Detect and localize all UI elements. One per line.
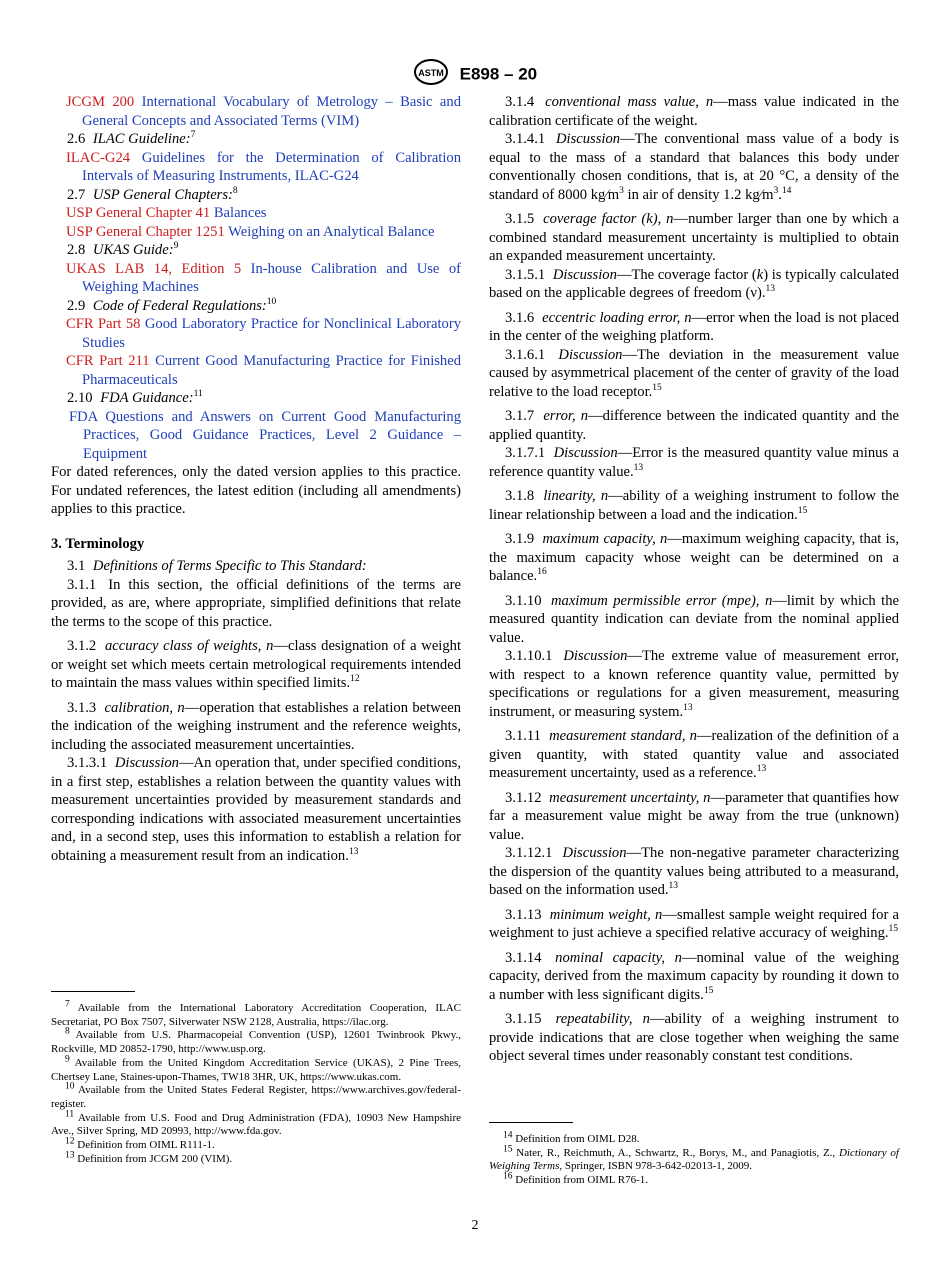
section-3-1-13: 3.1.13 minimum weight, n—smallest sample weight required for a weighment to just achieve a specified relative accuracy of weighing.$^{15}$ bbox=[489, 906, 899, 941]
section-3-1-10-1: 3.1.10.1 Discussion—The extreme value of measurement error, with respect to a known reference quantity value, permitted by specifications or regulations for a given measurement, measuring instrument, or measuring system.$^{13}$ bbox=[489, 648, 899, 720]
section-2-7: 2.7 USP General Chapters:$^8$ bbox=[67, 185, 238, 203]
section-3-1-1: 3.1.1 In this section, the official definitions of the terms are provided, as are, where appropriate, simplified definitions that relate the terms to the scope of this practice. bbox=[51, 576, 461, 630]
footnote-11: $^{11}$ Available from U.S. Food and Drug Administration (FDA), 10903 New Hampshire Ave., Silver Spring, MD 20993, http://www.fda.gov. bbox=[51, 1108, 461, 1138]
reference-usp-41: USP General Chapter 41 Balances bbox=[66, 205, 267, 221]
footnote-divider bbox=[489, 1122, 573, 1123]
right-column bbox=[489, 93, 899, 1066]
section-3-1-2: 3.1.2 accuracy class of weights, n—class designation of a weight or weight set which meets certain metrological requirements intended to maintain the mass values within specified limits.$^{12}$ bbox=[51, 638, 461, 691]
footnotes-left bbox=[51, 999, 461, 1166]
reference-jcgm-200: JCGM 200 International Vocabulary of Metrology – Basic and General Concepts and Associated Terms (VIM) bbox=[66, 94, 461, 129]
footnotes-right bbox=[489, 1130, 899, 1188]
section-2-8: 2.8 UKAS Guide:$^9$ bbox=[67, 241, 179, 258]
section-2-10: 2.10 FDA Guidance:$^{11}$ bbox=[67, 389, 203, 406]
section-3-1-11: 3.1.11 measurement standard, n—realization of the definition of a given quantity, with stated quantity value and associated measurement uncertainty, used as a reference.$^{13}$ bbox=[489, 728, 900, 781]
section-3-1-12-1: 3.1.12.1 Discussion—The non-negative parameter characterizing the dispersion of the quantity values being attributed to a measurand, based on the information used.$^{13}$ bbox=[489, 845, 899, 898]
reference-cfr-211: CFR Part 211 Current Good Manufacturing Practice for Finished Pharmaceuticals bbox=[66, 353, 461, 388]
section-3-1-7: 3.1.7 error, n—difference between the indicated quantity and the applied quantity. bbox=[489, 408, 899, 443]
section-3-1-5: 3.1.5 coverage factor (k), n—number larger than one by which a combined standard measurement uncertainty is multiplied to obtain an expanded measurement uncertainty. bbox=[489, 211, 899, 264]
dated-references-note: For dated references, only the dated version applies to this practice. For undated references, the latest edition (including all amendments) applies to this practice. bbox=[51, 464, 461, 517]
section-3-1-10: 3.1.10 maximum permissible error (mpe), n—limit by which the measured quantity indication can deviate from the nominal applied value. bbox=[489, 592, 899, 646]
page-header bbox=[0, 58, 950, 91]
svg-text:ASTM: ASTM bbox=[418, 68, 444, 78]
section-3-1-7-1: 3.1.7.1 Discussion—Error is the measured quantity value minus a reference quantity value.$^{13}$ bbox=[489, 445, 899, 480]
section-3-1-9: 3.1.9 maximum capacity, n—maximum weighing capacity, that is, the maximum capacity whose weight can be determined on a balance.$^{16}$ bbox=[489, 531, 899, 584]
section-3-1-4: 3.1.4 conventional mass value, n—mass value indicated in the calibration certificate of the weight. bbox=[489, 94, 899, 129]
section-2-6: 2.6 ILAC Guideline:$^7$ bbox=[67, 130, 196, 147]
section-3-1-12: 3.1.12 measurement uncertainty, n—parameter that quantifies how far a measurement value might be away from the true (unknown) value. bbox=[489, 789, 899, 843]
footnote-divider bbox=[51, 991, 135, 992]
reference-ukas-lab-14: UKAS LAB 14, Edition 5 In-house Calibration and Use of Weighing Machines bbox=[66, 260, 461, 295]
footnote-16: $^{16}$ Definition from OIML R76-1. bbox=[503, 1171, 649, 1187]
standard-designation: E898 – 20 bbox=[459, 64, 538, 84]
reference-fda-qa: FDA Questions and Answers on Current Good Manufacturing Practices, Good Guidance Practices, Level 2 Guidance – Equipment bbox=[69, 408, 461, 462]
section-3-1-3: 3.1.3 calibration, n—operation that establishes a relation between the indication of the weighing instrument and the reference weights, including the associated measurement uncertainties. bbox=[51, 699, 461, 753]
footnote-7: $^7$ Available from the International Laboratory Accreditation Cooperation, ILAC Secretariat, PO Box 7507, Silverwater NSW 2128, Australia, https://ilac.org. bbox=[51, 999, 461, 1028]
section-3-1-14: 3.1.14 nominal capacity, n—nominal value of the weighing capacity, derived from the maximum capacity by rounding it down to a number with less significant digits.$^{15}$ bbox=[489, 949, 899, 1003]
page-number: 2 bbox=[471, 1218, 479, 1233]
footnote-14: $^{14}$ Definition from OIML D28. bbox=[503, 1130, 640, 1145]
footnote-8: $^8$ Available from U.S. Pharmacopeial Convention (USP), 12601 Twinbrook Pkwy., Rockville, MD 20852-1790, http://www.usp.org. bbox=[51, 1026, 461, 1056]
reference-cfr-58: CFR Part 58 Good Laboratory Practice for Nonclinical Laboratory Studies bbox=[66, 316, 461, 351]
footnote-9: $^9$ Available from the United Kingdom Accreditation Service (UKAS), 2 Pine Trees, Chertsey Lane, Staines-upon-Thames, TW18 3HR, UK, https://www.ukas.com. bbox=[51, 1054, 461, 1083]
section-3-heading: 3. Terminology bbox=[51, 535, 145, 552]
astm-logo-icon bbox=[413, 58, 449, 91]
section-3-1: 3.1 Definitions of Terms Specific to This Standard: bbox=[67, 558, 367, 574]
footnote-15: $^{15}$ Nater, R., Reichmuth, A., Schwartz, R., Borys, M., and Panagiotis, Z., Dictionary of Weighing Terms, Springer, ISBN 978-3-642-02013-1, 2009. bbox=[489, 1144, 899, 1173]
section-3-1-8: 3.1.8 linearity, n—ability of a weighing instrument to follow the linear relationship between a load and the indication.$^{15}$ bbox=[489, 488, 899, 523]
left-column bbox=[51, 93, 461, 865]
section-3-1-15: 3.1.15 repeatability, n—ability of a weighing instrument to provide indications that are close together when weighing the same object several times under reasonably constant test conditions. bbox=[489, 1011, 899, 1064]
footnote-10: $^{10}$ Available from the United States Federal Register, https://www.archives.gov/federal-register. bbox=[51, 1081, 461, 1110]
footnote-13: $^{13}$ Definition from JCGM 200 (VIM). bbox=[65, 1150, 233, 1165]
footnote-12: $^{12}$ Definition from OIML R111-1. bbox=[65, 1136, 215, 1152]
section-3-1-3-1: 3.1.3.1 Discussion—An operation that, under specified conditions, in a first step, establishes a relation between the quantity values with measurement uncertainties provided by measurement standards and corresponding indications with associated measurement uncertainties and, in a second step, uses this information to establish a relation for obtaining a measurement result from an indication.$^{13}$ bbox=[51, 755, 461, 864]
section-3-1-5-1: 3.1.5.1 Discussion—The coverage factor (k) is typically calculated based on the applicable degrees of freedom (ν).$^{13}$ bbox=[489, 266, 899, 301]
section-3-1-6: 3.1.6 eccentric loading error, n—error when the load is not placed in the center of the weighing platform. bbox=[489, 309, 900, 344]
section-2-9: 2.9 Code of Federal Regulations:$^{10}$ bbox=[67, 296, 277, 314]
reference-usp-1251: USP General Chapter 1251 Weighing on an Analytical Balance bbox=[66, 223, 435, 240]
reference-ilac-g24: ILAC-G24 Guidelines for the Determination of Calibration Intervals of Measuring Instruments, ILAC-G24 bbox=[66, 149, 461, 184]
section-3-1-4-1: 3.1.4.1 Discussion—The conventional mass value of a body is equal to the mass of a standard that balances this body under conventionally chosen conditions, that is, at 20 °C, a density of the standard of 8000 $kg⁄m^3$ in air of density 1.2 $kg⁄m^3.^{14}$ bbox=[489, 131, 900, 203]
section-3-1-6-1: 3.1.6.1 Discussion—The deviation in the measurement value caused by asymmetrical placement of the center of gravity of the load relative to the load receptor.$^{15}$ bbox=[489, 346, 899, 400]
